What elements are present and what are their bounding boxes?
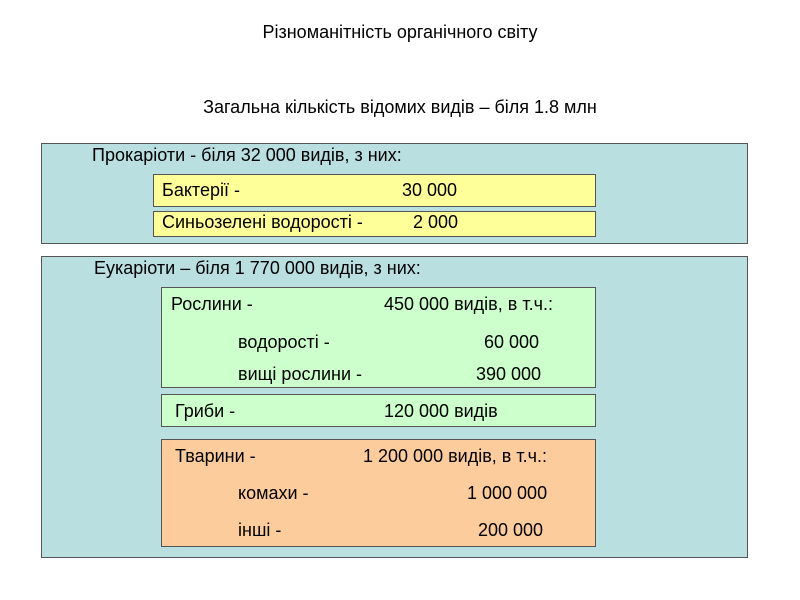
- higher-plants-label: вищі рослини -: [238, 364, 362, 384]
- bacteria-label: Бактерії -: [162, 180, 240, 200]
- cyanobacteria-value: 2 000: [413, 212, 459, 232]
- others-value: 200 000: [478, 520, 544, 540]
- plants-value: 450 000 видів, в т.ч.:: [384, 294, 553, 314]
- algae-label: водорості -: [238, 332, 330, 352]
- insects-label: комахи -: [238, 483, 309, 503]
- bacteria-value: 30 000: [402, 180, 458, 200]
- algae-value: 60 000: [484, 332, 540, 352]
- page-title: Різноманітність органічного світу: [262, 22, 538, 42]
- plants-label: Рослини -: [171, 294, 253, 314]
- animals-label: Тварини -: [175, 446, 256, 466]
- animals-value: 1 200 000 видів, в т.ч.:: [363, 446, 547, 466]
- prokaryotes-heading: Прокаріоти - біля 32 000 видів, з них:: [92, 145, 402, 165]
- eukaryotes-heading: Еукаріоти – біля 1 770 000 видів, з них:: [94, 258, 421, 278]
- higher-plants-value: 390 000: [476, 364, 542, 384]
- insects-value: 1 000 000: [467, 483, 548, 503]
- others-label: інші -: [238, 520, 282, 540]
- cyanobacteria-label: Синьозелені водорості -: [162, 212, 363, 232]
- page-subtitle: Загальна кількість відомих видів – біля 1.8 млн: [203, 97, 597, 117]
- fungi-label: Гриби -: [175, 401, 236, 421]
- fungi-value: 120 000 видів: [384, 401, 498, 421]
